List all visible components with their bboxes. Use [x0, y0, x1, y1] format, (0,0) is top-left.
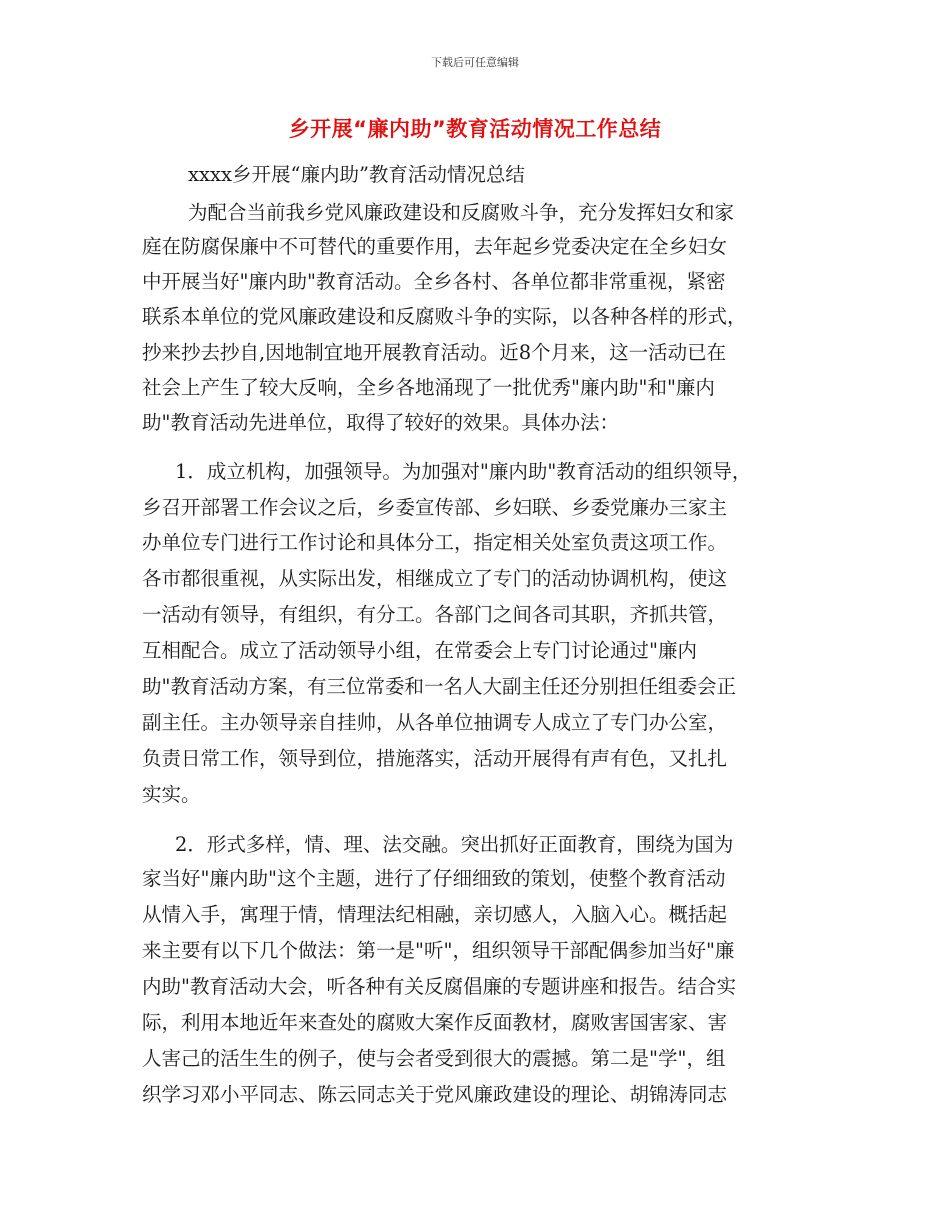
- body-line: 来主要有以下几个做法：第一是"听"，组织领导干部配偶参加当好"廉: [142, 939, 735, 962]
- body-line: 为配合当前我乡党风廉政建设和反腐败斗争，充分发挥妇女和家: [188, 201, 735, 224]
- body-line: 各市都很重视，从实际出发，相继成立了专门的活动协调机构，使这: [142, 567, 728, 590]
- body-line: 织学习邓小平同志、陈云同志关于党风廉政建设的理论、胡锦涛同志: [142, 1083, 728, 1106]
- body-line: 人害己的活生生的例子，使与会者受到很大的震撼。第二是"学"，组: [142, 1047, 726, 1070]
- body-line: 实实。: [142, 783, 201, 806]
- body-line: 负责日常工作，领导到位，措施落实，活动开展得有声有色，又扎扎: [142, 747, 728, 770]
- body-line: 社会上产生了较大反响，全乡各地涌现了一批优秀"廉内助"和"廉内: [142, 376, 715, 399]
- body-line: 一活动有领导，有组织，有分工。各部门之间各司其职，齐抓共管，: [142, 603, 728, 626]
- body-line: 家当好"廉内助"这个主题，进行了仔细细致的策划，使整个教育活动: [142, 867, 726, 890]
- body-line: 乡召开部署工作会议之后，乡委宣传部、乡妇联、乡委党廉办三家主: [142, 496, 728, 519]
- body-line: 庭在防腐保廉中不可替代的重要作用，去年起乡党委决定在全乡妇女: [142, 235, 728, 258]
- body-line: 办单位专门进行工作讨论和具体分工，指定相关处室负责这项工作。: [142, 531, 728, 554]
- body-line: 从情入手，寓理于情，情理法纪相融，亲切感人，入脑入心。概括起: [142, 903, 728, 926]
- body-line: 副主任。主办领导亲自挂帅，从各单位抽调专人成立了专门办公室，: [142, 711, 728, 734]
- body-line: xxxx乡开展“廉内助”教育活动情况总结: [188, 163, 525, 186]
- body-line: 1．成立机构，加强领导。为加强对"廉内助"教育活动的组织领导，: [175, 460, 752, 483]
- body-line: 联系本单位的党风廉政建设和反腐败斗争的实际，以各种各样的形式，: [142, 305, 747, 328]
- body-line: 2．形式多样，情、理、法交融。突出抓好正面教育，围绕为国为: [175, 833, 734, 856]
- body-line: 助"教育活动方案，有三位常委和一名人大副主任还分别担任组委会正: [142, 675, 736, 698]
- document-title: 乡开展“廉内助”教育活动情况工作总结: [288, 117, 662, 141]
- body-line: 际，利用本地近年来查处的腐败大案作反面教材，腐败害国害家、害: [142, 1011, 728, 1034]
- body-line: 抄来抄去抄自,因地制宜地开展教育活动。近8个月来，这一活动已在: [142, 341, 727, 364]
- body-line: 中开展当好"廉内助"教育活动。全乡各村、各单位都非常重视，紧密: [142, 270, 726, 293]
- body-line: 互相配合。成立了活动领导小组，在常委会上专门讨论通过"廉内: [142, 639, 697, 662]
- page-header-note: 下载后可任意编辑: [431, 56, 519, 69]
- body-line: 内助"教育活动大会，听各种有关反腐倡廉的专题讲座和报告。结合实: [142, 975, 736, 998]
- body-line: 助"教育活动先进单位，取得了较好的效果。具体办法：: [142, 411, 619, 434]
